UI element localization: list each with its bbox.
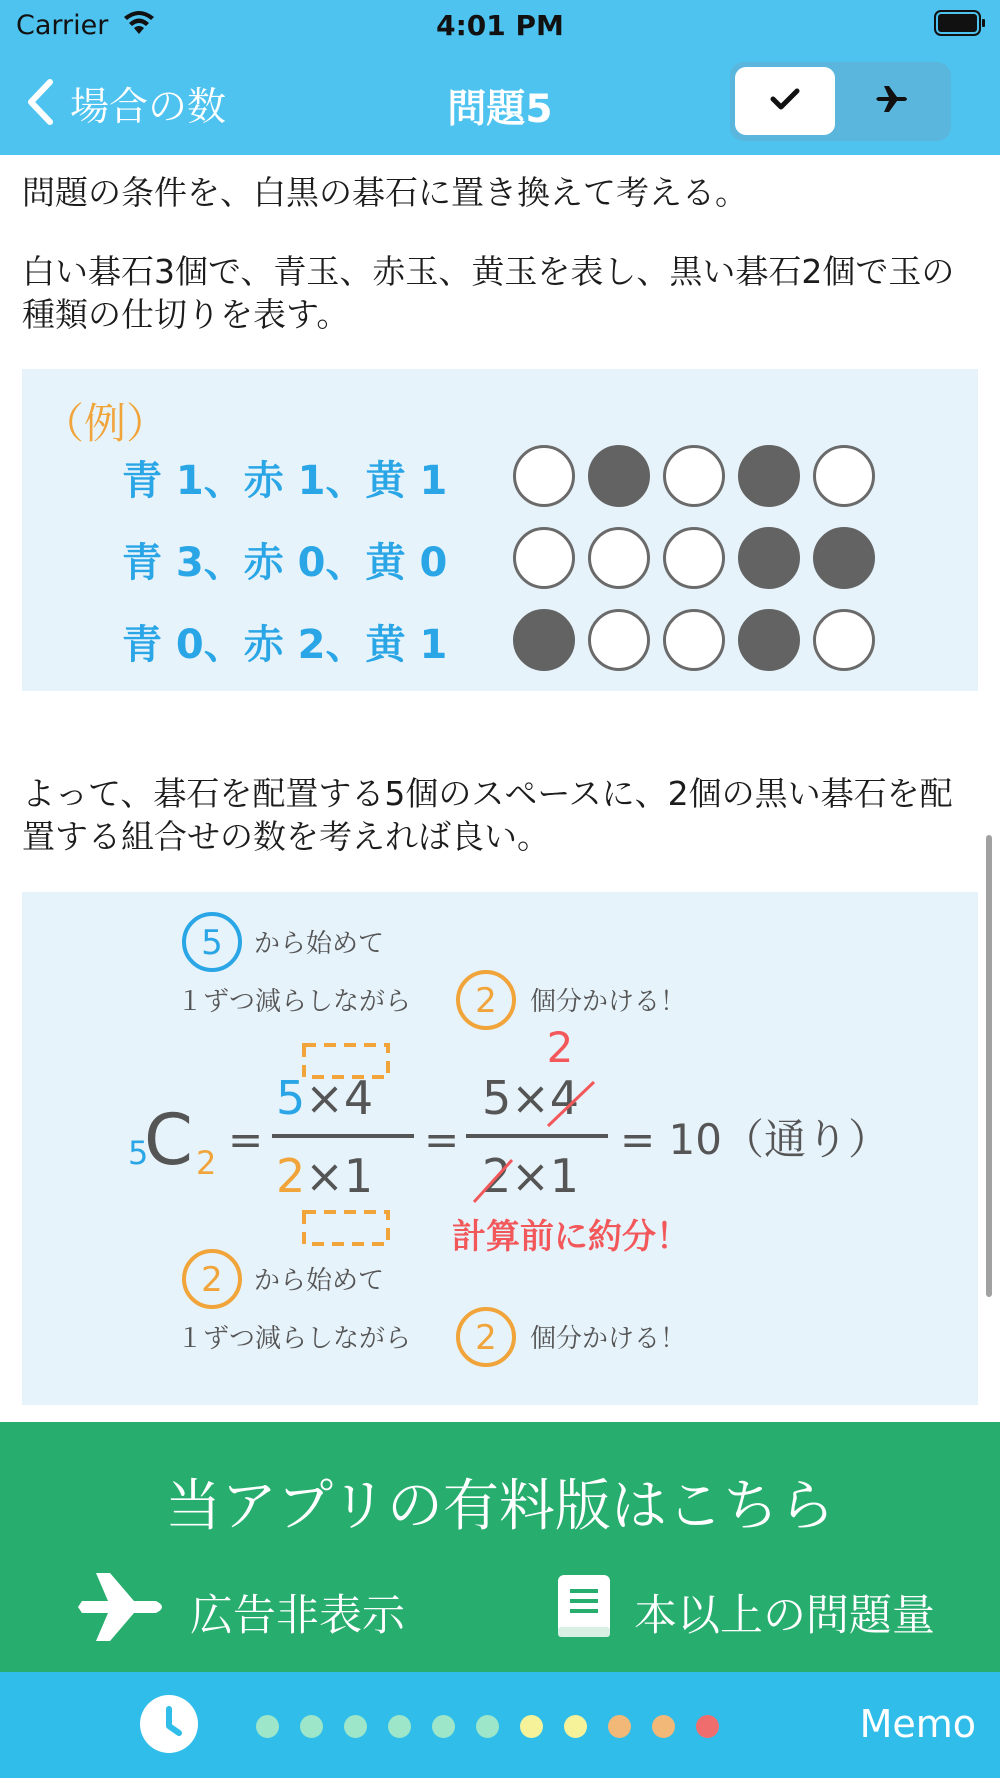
bottom-line1: から始めて [254,1266,385,1296]
fraction-2-num: 5×4 [482,1071,580,1125]
example-label: （例） [42,399,169,448]
bottom-toolbar [0,1672,1000,1778]
feature-no-ads-label: 広告非表示 [190,1590,405,1641]
airplane-icon [78,1567,170,1658]
feature-no-ads [78,1572,405,1652]
checkmark-icon [770,87,800,115]
status-bar [0,0,1000,52]
memo-button[interactable]: Memo [859,1702,976,1746]
fraction-2-den: 2×1 [482,1149,580,1203]
progress-dot [432,1715,455,1738]
reduce-note: 計算前に約分！ [452,1217,690,1257]
progress-dot [256,1715,279,1738]
bottom-circle-number: 2 [201,1260,223,1300]
bottom-circle2-number: 2 [475,1318,497,1358]
top-line2-prefix: １ずつ減らしながら [177,987,412,1017]
progress-dot [564,1715,587,1738]
white-stone [588,609,650,671]
combination-n: 5 [128,1134,149,1172]
progress-dot [344,1715,367,1738]
feature-more-problems-label: 本以上の問題量 [634,1590,935,1641]
example-row-text: 青 3、赤 0、黄 0 [122,540,448,586]
back-button[interactable] [26,76,226,132]
banner-title: 当アプリの有料版はこちら [165,1474,835,1539]
page-title: 問題5 [447,87,553,132]
feature-more-problems [554,1572,935,1652]
white-stone [813,445,875,507]
mode-segmented-control [730,62,951,141]
bottom-line2-suffix: 個分かける！ [530,1324,687,1354]
equals-2: = [424,1115,460,1164]
progress-dot [652,1715,675,1738]
fraction-1 [272,1071,414,1203]
combination-formula [22,892,978,1405]
progress-dot [300,1715,323,1738]
combination-c: C [144,1099,193,1181]
example-box [22,369,978,691]
black-stone [513,609,575,671]
black-stone [738,527,800,589]
top-circle-number: 5 [201,923,223,963]
scroll-indicator[interactable] [986,835,992,1297]
progress-dot [388,1715,411,1738]
black-stone [588,445,650,507]
timer-button[interactable] [140,1695,198,1753]
segment-airplane[interactable] [843,67,943,135]
white-stone [663,609,725,671]
explanation-paragraph-1: 問題の条件を、白黒の碁石に置き換えて考える。 [22,173,748,212]
bottom-line2-prefix: １ずつ減らしながら [177,1324,412,1354]
top-circle2-number: 2 [475,981,497,1021]
clock-time: 4:01 PM [436,9,564,42]
black-stone [738,609,800,671]
svg-text:5×4: 5×4 [276,1071,374,1125]
white-stone [513,527,575,589]
airplane-icon [876,84,910,118]
chevron-left-icon [26,79,54,129]
combination-r: 2 [196,1144,217,1182]
explanation-paragraph-3: よって、碁石を配置する5個のスペースに、2個の黒い碁石を配置する組合せの数を考えれば良い。 [22,774,953,856]
segment-check[interactable] [735,67,835,135]
white-stone [663,527,725,589]
top-line2-suffix: 個分かける！ [530,987,687,1017]
navigation-bar [0,52,1000,155]
book-icon [554,1573,614,1652]
formula-box [22,892,978,1405]
progress-dot [608,1715,631,1738]
premium-banner[interactable] [0,1422,1000,1672]
reduced-value: 2 [546,1023,574,1072]
explanation-paragraph-2: 白い碁石3個で、青玉、赤玉、黄玉を表し、黒い碁石2個で玉の種類の仕切りを表す。 [22,252,955,334]
white-stone [588,527,650,589]
white-stone [513,445,575,507]
dashed-guide-bottom [304,1212,388,1244]
example-row [22,601,978,681]
top-line1: から始めて [254,929,385,959]
result-text: = 10（通り） [620,1115,890,1164]
progress-dot [520,1715,543,1738]
example-row [22,519,978,599]
clock-icon [140,1738,198,1757]
example-row-text: 青 0、赤 2、黄 1 [122,622,448,668]
back-label: 場合の数 [70,85,227,130]
battery-icon [934,10,986,36]
svg-text:2×1: 2×1 [276,1149,374,1203]
black-stone [813,527,875,589]
white-stone [663,445,725,507]
example-row-text: 青 1、赤 1、黄 1 [122,458,448,504]
black-stone [738,445,800,507]
carrier-label: Carrier [16,10,109,41]
progress-dot [696,1715,719,1738]
example-row [22,437,978,517]
white-stone [813,609,875,671]
fraction-2 [466,1023,608,1203]
equals-1: = [228,1115,264,1164]
progress-dot [476,1715,499,1738]
